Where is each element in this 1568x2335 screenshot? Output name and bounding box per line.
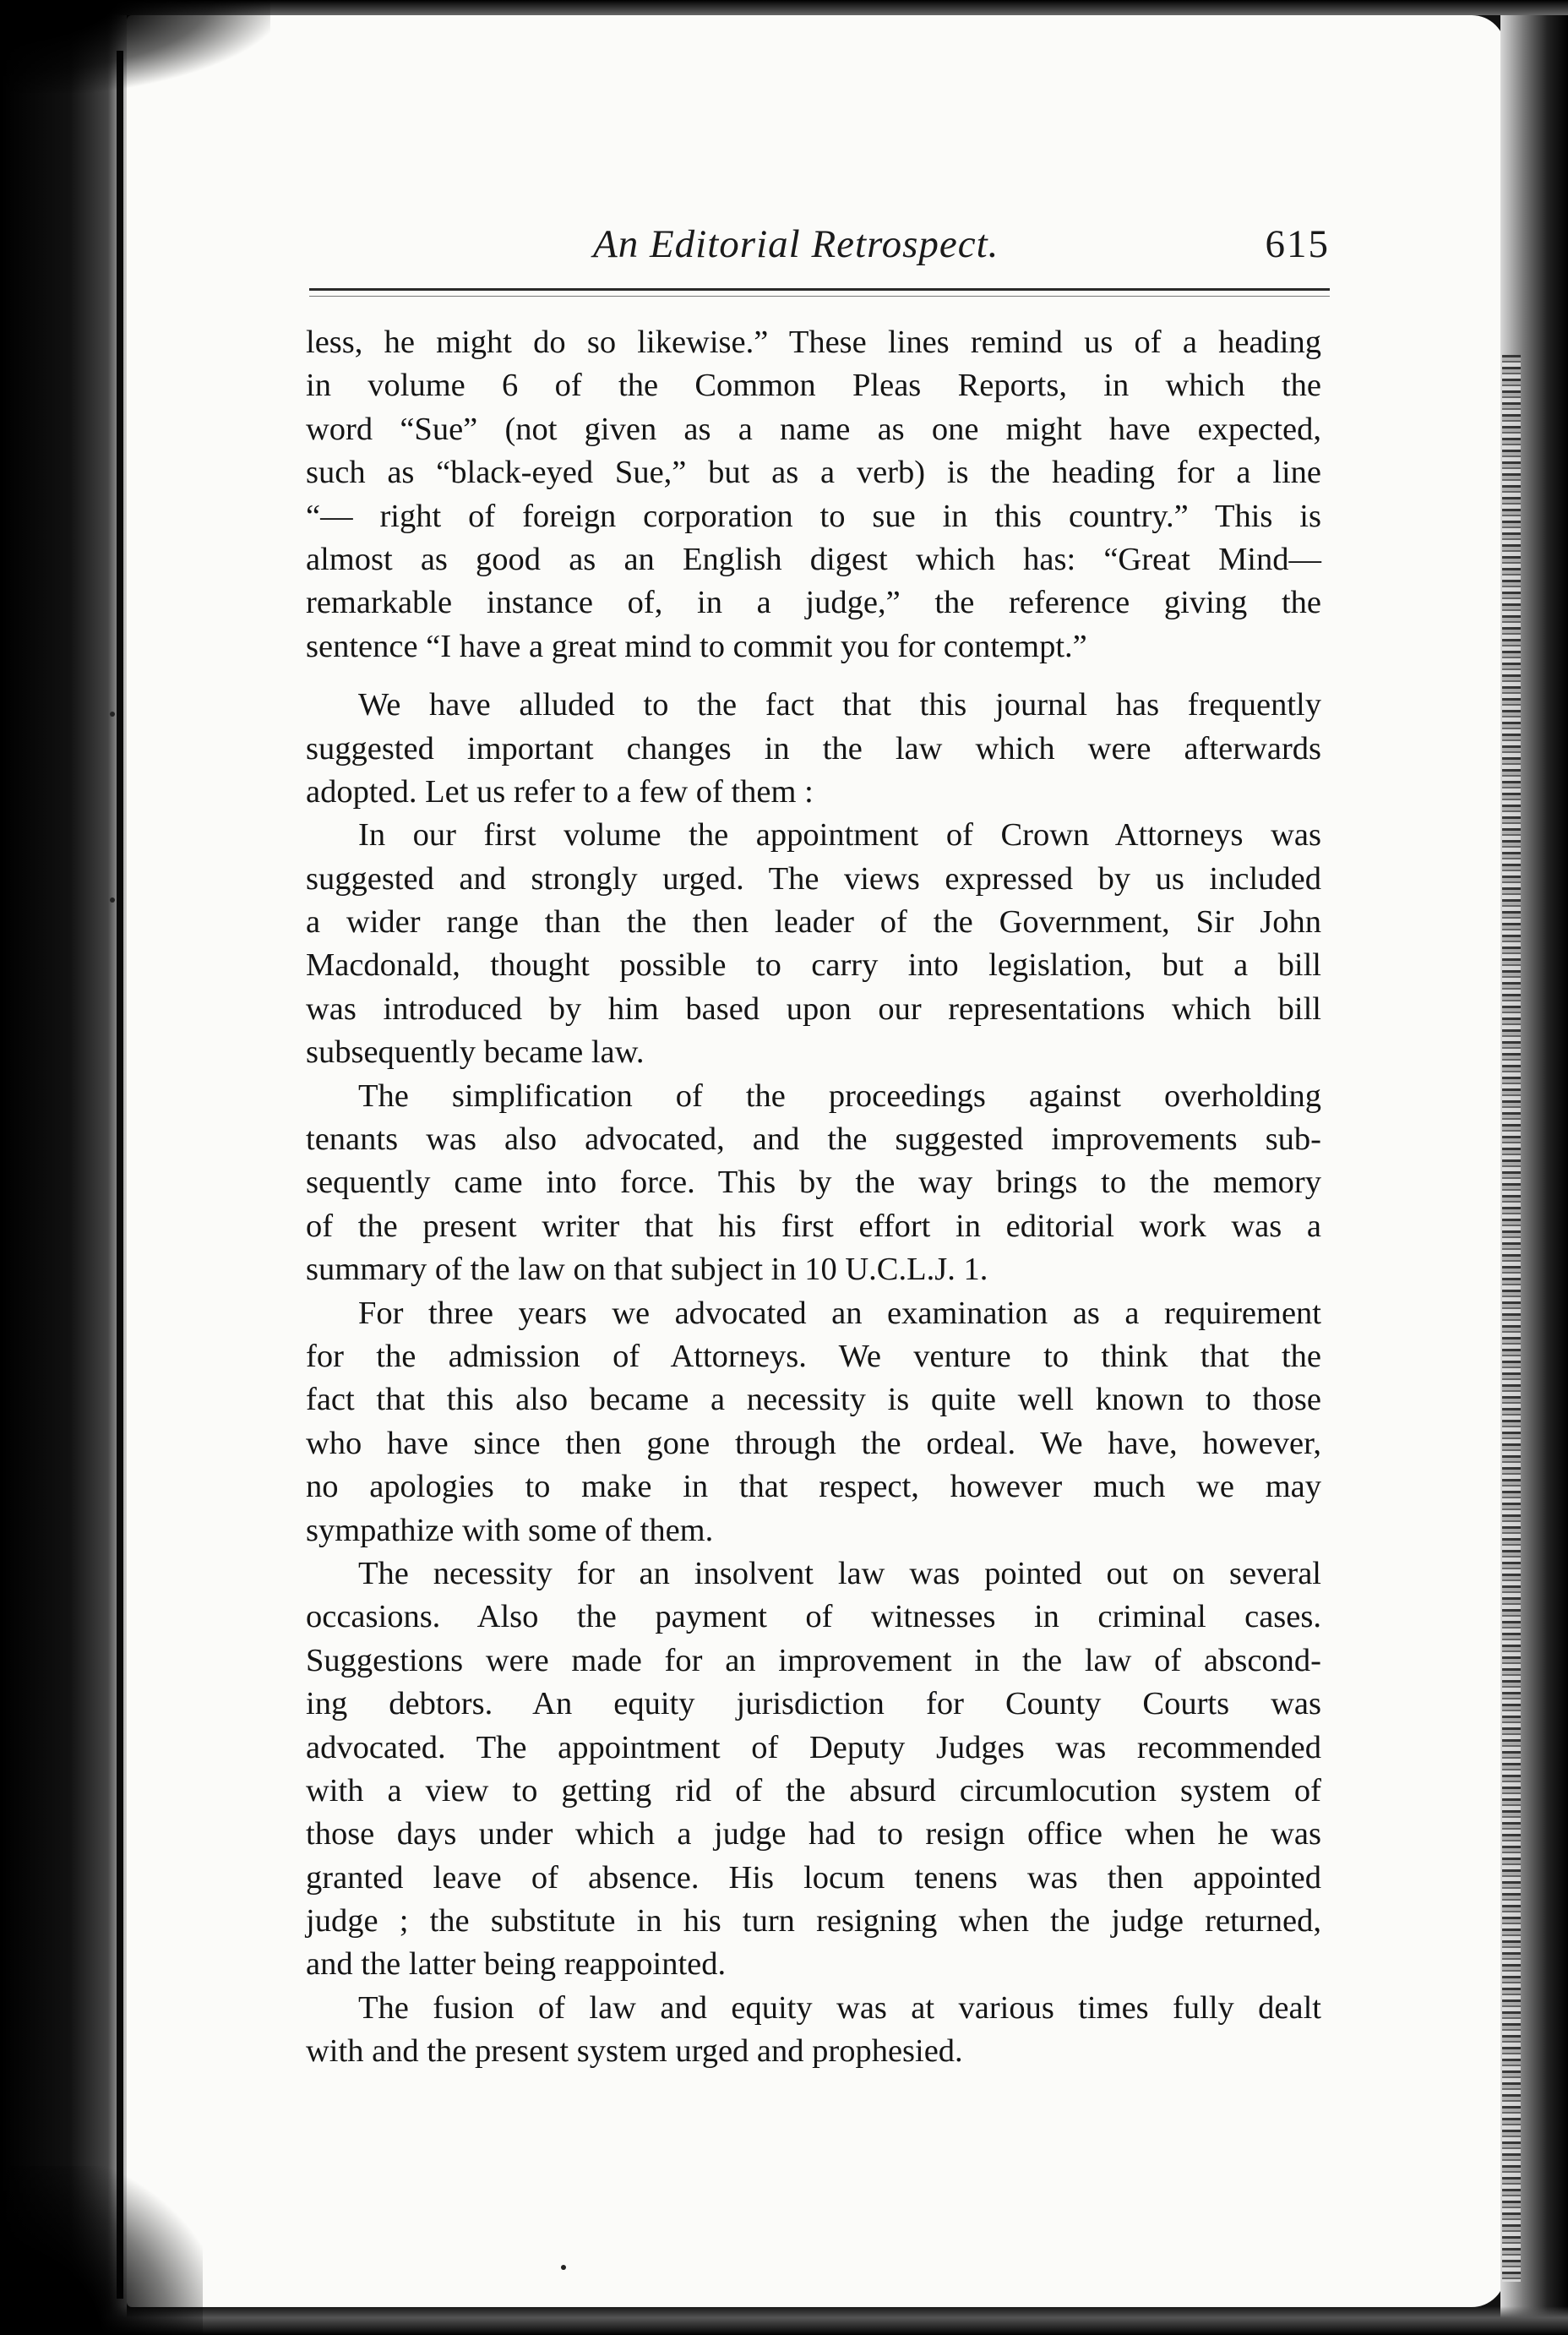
paragraph [306,321,1321,668]
page-edge-texture [1502,355,1521,2282]
text-line: less, he might do so likewise.” These lines remind us of a heading [306,325,1321,360]
text-line: sympathize with some of them. [306,1512,714,1548]
text-line: a wider range than the then leader of the Government, Sir John [306,904,1321,941]
text-line: who have since then gone through the ordeal. We have, however, [306,1425,1321,1461]
scan-speck [110,897,115,903]
text-line: suggested important changes in the law which were afterwards [306,730,1321,767]
text-line: In our first volume the appointment of Crown Attorneys was [358,817,1321,854]
running-head-title: An Editorial Retrospect. [593,222,999,266]
paragraph [306,1075,1321,1292]
text-line: judge ; the substitute in his turn resigning when the judge returned, [306,1903,1321,1939]
text-line: The simplification of the proceedings against overholding [358,1077,1321,1114]
text-line: occasions. Also the payment of witnesses in criminal cases. [306,1599,1321,1635]
text-line: The necessity for an insolvent law was pointed out on several [358,1555,1321,1591]
paragraph [306,1552,1321,1987]
text-line: Suggestions were made for an improvement in the law of abscond- [306,1642,1321,1678]
text-line: was introduced by him based upon our representations which bill [306,990,1321,1027]
text-line: The fusion of law and equity was at various times fully dealt [358,1989,1321,2026]
body-text [306,321,1321,2074]
text-line: word “Sue” (not given as a name as one might have expected, [306,411,1321,447]
paragraph [306,684,1321,814]
text-line: summary of the law on that subject in 10 U.C.L.J. 1. [306,1252,988,1288]
text-line: Macdonald, thought possible to carry into legislation, but a bill [306,947,1321,984]
corner-shadow-bottom-left [0,2166,203,2335]
text-line: fact that this also became a necessity is quite well known to those [306,1382,1321,1418]
corner-shadow-top-left [0,0,270,93]
scan-speck [110,712,115,717]
header-rule-thin [309,296,1330,297]
text-line: no apologies to make in that respect, however much we may [306,1469,1321,1505]
paragraph [306,814,1321,1074]
text-line: of the present writer that his first effort in editorial work was a [306,1208,1321,1244]
text-line: suggested and strongly urged. The views expressed by us included [306,860,1321,897]
text-line: advocated. The appointment of Deputy Judges was recommended [306,1729,1321,1765]
text-line: such as “black-eyed Sue,” but as a verb) is the heading for a line [306,455,1321,491]
text-line: with and the present system urged and prophesied. [306,2033,963,2070]
text-line: those days under which a judge had to resign office when he was [306,1816,1321,1852]
binding-shadow [0,0,127,2335]
paragraph [306,1292,1321,1552]
page-number: 615 [1265,222,1330,266]
text-line: sentence “I have a great mind to commit you for contempt.” [306,628,1087,664]
scan-speck [561,2265,566,2270]
paragraph [306,1987,1321,2074]
bottom-edge-shadow [0,2306,1568,2335]
text-line: tenants was also advocated, and the suggested improvements sub- [306,1121,1321,1158]
header-rule [309,288,1330,291]
text-line: for the admission of Attorneys. We venture to think that the [306,1338,1321,1374]
text-line: granted leave of absence. His locum tenens was then appointed [306,1859,1321,1896]
text-line: We have alluded to the fact that this journal has frequently [358,687,1321,723]
text-line: adopted. Let us refer to a few of them : [306,773,814,810]
text-line: ing debtors. An equity jurisdiction for County Courts was [306,1686,1321,1722]
text-line: remarkable instance of, in a judge,” the reference giving the [306,585,1321,621]
text-line: with a view to getting rid of the absurd circumlocution system of [306,1772,1321,1809]
binding-edge [117,51,123,2299]
running-head [304,221,1330,281]
text-line: in volume 6 of the Common Pleas Reports, in which the [306,368,1321,404]
text-line: sequently came into force. This by the way brings to the memory [306,1165,1321,1201]
text-line: “— right of foreign corporation to sue in this country.” This is [306,498,1321,534]
text-line: and the latter being reappointed. [306,1946,727,1983]
text-line: subsequently became law. [306,1034,645,1071]
text-line: For three years we advocated an examination as a requirement [358,1295,1321,1331]
text-line: almost as good as an English digest which has: “Great Mind— [306,541,1321,577]
